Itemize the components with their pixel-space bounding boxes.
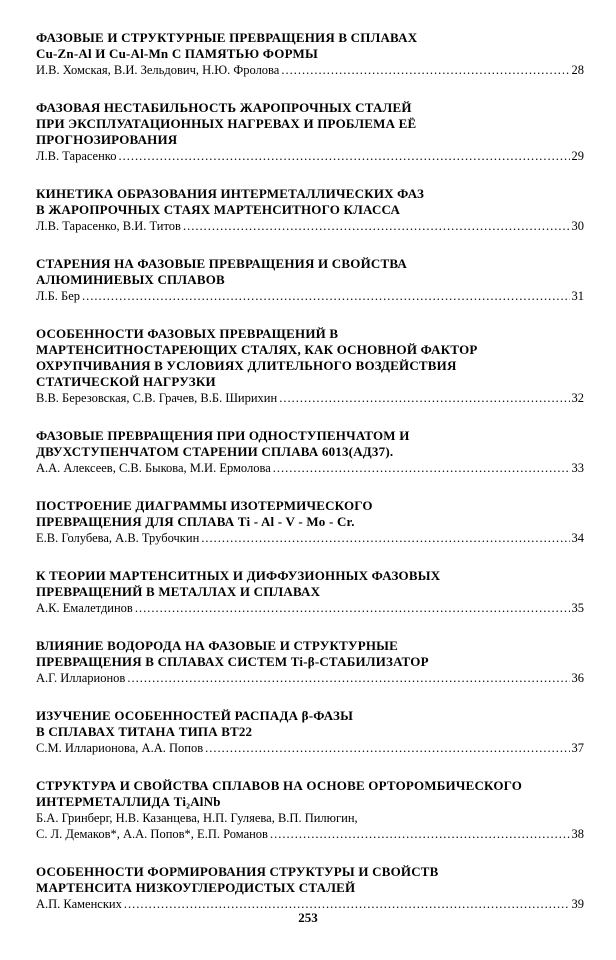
toc-title-line: ОСОБЕННОСТИ ФОРМИРОВАНИЯ СТРУКТУРЫ И СВОЙСТВ (36, 864, 439, 879)
toc-entry-page-number: 32 (571, 391, 584, 405)
toc-entry-authors: С.М. Илларионова, А.А. Попов (36, 741, 204, 755)
toc-entry-authors: А.А. Алексеев, С.В. Быкова, М.И. Ермолова (36, 461, 271, 475)
toc-entry-authors: А.Г. Илларионов (36, 671, 126, 685)
dot-leader (273, 461, 570, 476)
dot-leader (127, 671, 569, 686)
toc-title-line: ИЗУЧЕНИЕ ОСОБЕННОСТЕЙ РАСПАДА β-ФАЗЫ (36, 708, 354, 723)
toc-entry (36, 428, 584, 476)
toc-entry-page-number: 38 (571, 827, 584, 841)
toc-entry-title (36, 186, 584, 218)
toc-entry (36, 864, 584, 912)
toc-title-line: В ЖАРОПРОЧНЫХ СТАЯХ МАРТЕНСИТНОГО КЛАССА (36, 202, 401, 217)
toc-entry-authors: И.В. Хомская, В.И. Зельдович, Н.Ю. Фролова (36, 63, 280, 77)
toc-title-line: СТРУКТУРА И СВОЙСТВА СПЛАВОВ НА ОСНОВЕ ОРТОРОМБИЧЕСКОГО (36, 778, 523, 793)
toc-entry-title (36, 708, 584, 740)
toc-title-line: Cu-Zn-Al И Cu-Al-Mn С ПАМЯТЬЮ ФОРМЫ (36, 46, 318, 61)
toc-entry-authors-line (36, 671, 584, 686)
toc-title-line: МАРТЕНСИТА НИЗКОУГЛЕРОДИСТЫХ СТАЛЕЙ (36, 880, 356, 895)
toc-entry-authors-line (36, 219, 584, 234)
toc-entry-page-number: 35 (571, 601, 584, 615)
toc-entry-title (36, 498, 584, 530)
toc-title-line: К ТЕОРИИ МАРТЕНСИТНЫХ И ДИФФУЗИОННЫХ ФАЗОВЫХ (36, 568, 441, 583)
toc-title-line: СТАТИЧЕСКОЙ НАГРУЗКИ (36, 374, 216, 389)
toc-entry-authors: В.В. Березовская, С.В. Грачев, В.Б. Ширихин (36, 391, 278, 405)
toc-entry-page-number: 28 (571, 63, 584, 77)
toc-title-line: ОСОБЕННОСТИ ФАЗОВЫХ ПРЕВРАЩЕНИЙ В (36, 326, 339, 341)
toc-entry-page-number: 39 (571, 897, 584, 911)
table-of-contents (36, 30, 584, 934)
toc-title-line: ПРЕВРАЩЕНИЙ В МЕТАЛЛАХ И СПЛАВАХ (36, 584, 321, 599)
toc-entry-authors: Л.В. Тарасенко (36, 149, 117, 163)
dot-leader (119, 149, 570, 164)
toc-entry (36, 100, 584, 164)
dot-leader (82, 289, 569, 304)
toc-entry-page-number: 31 (571, 289, 584, 303)
toc-entry (36, 498, 584, 546)
dot-leader (205, 741, 569, 756)
toc-entry-authors: А.К. Емалетдинов (36, 601, 133, 615)
toc-entry-authors-line (36, 391, 584, 406)
toc-entry-title (36, 568, 584, 600)
toc-title-line: КИНЕТИКА ОБРАЗОВАНИЯ ИНТЕРМЕТАЛЛИЧЕСКИХ ФАЗ (36, 186, 425, 201)
toc-entry-authors: Л.В. Тарасенко, В.И. Титов (36, 219, 181, 233)
toc-entry-title (36, 638, 584, 670)
toc-entry-page-number: 34 (571, 531, 584, 545)
dot-leader (279, 391, 569, 406)
toc-title-line: ФАЗОВАЯ НЕСТАБИЛЬНОСТЬ ЖАРОПРОЧНЫХ СТАЛЕЙ (36, 100, 412, 115)
toc-entry (36, 708, 584, 756)
toc-entry-title (36, 864, 584, 896)
toc-title-line: ПРЕВРАЩЕНИЯ ДЛЯ СПЛАВА Ti - Al - V - Mo - Cr. (36, 514, 355, 529)
toc-entry-authors: Л.Б. Бер (36, 289, 81, 303)
toc-entry-authors: А.П. Каменских (36, 897, 122, 911)
toc-entry-authors-line (36, 741, 584, 756)
toc-entry (36, 638, 584, 686)
toc-title-line: АЛЮМИНИЕВЫХ СПЛАВОВ (36, 272, 225, 287)
toc-entry-authors-line (36, 289, 584, 304)
dot-leader (183, 219, 570, 234)
toc-title-line: ПРЕВРАЩЕНИЯ В СПЛАВАХ СИСТЕМ Ti-β-СТАБИЛИЗАТОР (36, 654, 429, 669)
toc-entry-page-number: 29 (571, 149, 584, 163)
toc-title-line: ДВУХСТУПЕНЧАТОМ СТАРЕНИИ СПЛАВА 6013(АД37). (36, 444, 394, 459)
toc-entry-page-number: 33 (571, 461, 584, 475)
toc-entry-title (36, 256, 584, 288)
toc-title-line: МАРТЕНСИТНОСТАРЕЮЩИХ СТАЛЯХ, КАК ОСНОВНОЙ ФАКТОР (36, 342, 478, 357)
toc-title-line: ОХРУПЧИВАНИЯ В УСЛОВИЯХ ДЛИТЕЛЬНОГО ВОЗДЕЙСТВИЯ (36, 358, 457, 373)
toc-entry-title (36, 100, 584, 148)
toc-entry (36, 186, 584, 234)
toc-entry-authors-line (36, 149, 584, 164)
toc-entry-authors: Е.В. Голубева, А.В. Трубочкин (36, 531, 200, 545)
toc-entry (36, 778, 584, 842)
toc-entry-page-number: 37 (571, 741, 584, 755)
toc-entry-title (36, 30, 584, 62)
toc-title-line: ВЛИЯНИЕ ВОДОРОДА НА ФАЗОВЫЕ И СТРУКТУРНЫЕ (36, 638, 399, 653)
toc-entry-title (36, 778, 584, 810)
toc-entry (36, 256, 584, 304)
toc-entry-authors-line (36, 531, 584, 546)
toc-entry-title (36, 428, 584, 460)
toc-title-line: ПОСТРОЕНИЕ ДИАГРАММЫ ИЗОТЕРМИЧЕСКОГО (36, 498, 373, 513)
toc-entry-title (36, 326, 584, 390)
dot-leader (270, 827, 570, 842)
toc-title-line: В СПЛАВАХ ТИТАНА ТИПА ВТ22 (36, 724, 253, 739)
toc-entry (36, 568, 584, 616)
toc-entry-authors: С. Л. Демаков*, А.А. Попов*, Е.П. Романов (36, 827, 268, 841)
toc-entry-authors-line (36, 601, 584, 616)
dot-leader (135, 601, 570, 616)
toc-entry-authors-line (36, 827, 584, 842)
toc-entry (36, 30, 584, 78)
toc-title-line: СТАРЕНИЯ НА ФАЗОВЫЕ ПРЕВРАЩЕНИЯ И СВОЙСТВА (36, 256, 407, 271)
toc-entry-page-number: 30 (571, 219, 584, 233)
toc-title-line: ПРИ ЭКСПЛУАТАЦИОННЫХ НАГРЕВАХ И ПРОБЛЕМА ЕЁ (36, 116, 417, 131)
toc-entry-authors: Б.А. Гринберг, Н.В. Казанцева, Н.П. Гуляева, В.П. Пилюгин, (36, 811, 358, 825)
toc-title-line: ПРОГНОЗИРОВАНИЯ (36, 132, 178, 147)
toc-entry (36, 326, 584, 406)
dot-leader (201, 531, 569, 546)
toc-entry-authors-line (36, 461, 584, 476)
page-number: 253 (298, 910, 318, 925)
toc-title-line: ФАЗОВЫЕ И СТРУКТУРНЫЕ ПРЕВРАЩЕНИЯ В СПЛАВАХ (36, 30, 418, 45)
toc-entry-authors-line (36, 63, 584, 78)
toc-title-line: ИНТЕРМЕТАЛЛИДА Ti₂AlNb (36, 794, 221, 809)
toc-title-line: ФАЗОВЫЕ ПРЕВРАЩЕНИЯ ПРИ ОДНОСТУПЕНЧАТОМ И (36, 428, 410, 443)
toc-entry-page-number: 36 (571, 671, 584, 685)
dot-leader (281, 63, 569, 78)
